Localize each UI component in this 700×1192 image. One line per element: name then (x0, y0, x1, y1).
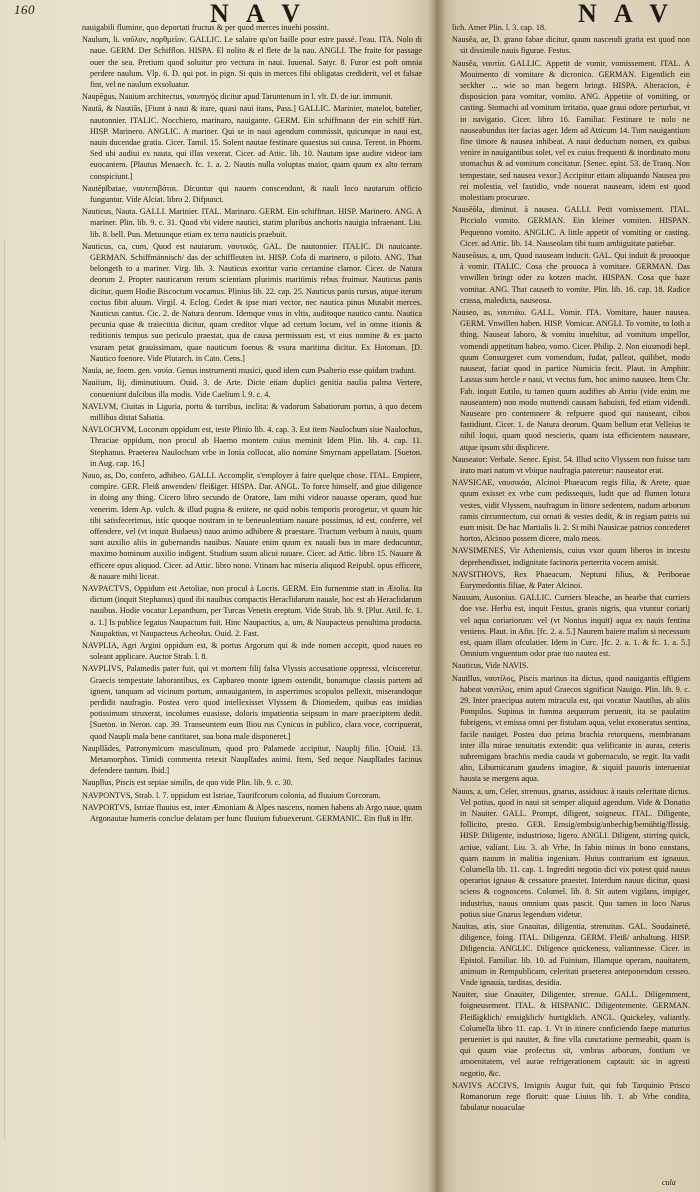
dictionary-entry: NAVPACTVS, Oppidum est Aetoliae, non procul à Locris. GERM. Ein furnemme statt in Ætolia. Ita dictum (inquit Stephanus) quod ibi nauibus compactis Heraclidarum nauale, hoc est ab Heraclidarum nauibus. Hodie vocatur Lepanthum, per Turcas Venetis ereptum. Vide Strab. lib. 9. [Plut. Attil. fc. 1. a. 1.] Is publice legatus Naupactum fuit. Hinc Naupactius, a, um, & Naupacteus penultima producta. Naupaktius, vt Naupacteus Acheolus. Ouid. 2. Fast. (82, 583, 422, 638)
right-text-column (452, 22, 690, 1182)
dictionary-entry: NAVSIMENES, Vir Atheniensis, cuius vxor quum liberos in incestu deprehendisset, indignitate facinoris perterrita vocem amisit. (452, 546, 690, 567)
dictionary-entry: NAVPONTVS, Strab. l. 7. oppidum est Istriae, Taurifcorum colonia, ad fluuium Corcoram. (82, 790, 381, 800)
dictionary-entry: Nauseator: Verbale. Senec. Epist. 54. Illud scito Vlyssem non fuisse tam irato mari natum vt vbique naufragia pateretur: nauseator erat. (452, 454, 690, 475)
dictionary-entry: Nautĭlus, ναυτίλος, Piscis marinus ita dictus, quod nauigantis effigiem habeat ναυτίλος, enim apud Graecos significat Nauigo. Plin. lib. 9. c. 29. Inter praecipua autem miracula est, qui vocatur Nautilus, ab aliis Pompilos. Supinus in fumma aequorum peruenit, ita se paulatim fubrigens, vt emissa omni per fistulam aqua, velut exoneratus sentina, facile nauiget. Postea duo prima brachia retorquens, membranam inter illa mirae tenuitatis extendit: qua velificante in auras, ceteris subremigans brachiis media cauda vt gubernaculo, se regit. Ita vadit alto, Liburnicarum gaudens imagine, & siquid pauoris interueniat hausta se mergens aqua. (452, 673, 690, 784)
dictionary-entry: Nautā, & Nautiās, [Fiunt à naui & itare, quasi naui itans, Pass.] GALLIC. Marinier, matelot, batelier, nautonnier. ITALIC. Nocchiero, marinaro, nauigante. GERM. Ein schiffmann der ein schiff fürt. HISP. Marinero. ANGLIC. A mariner. Qui se in naui agendum commissit, quicunque in naui est, nauis ducendae gratia. Cicer. Tamil. 15. Solent nautae festinare quaestus sui causa. Terent. in Phorm. Sed ubi audiui ex nauta, qui illas vexerat. Cicer. ad Attic. lib. 10. Nautam ipse audire videor iam euocantem. [Plautus Menaech. fc. 1. a. 2. Nautis nulla voluptas maior, quam quum ex alto terram conspiciunt.] (82, 104, 422, 181)
dictionary-entry: Nauticus, Vide NAVIS. (452, 661, 529, 671)
dictionary-entry: Nauseo, as, ναυτιάω. GALL. Vomir. ITA. Vomitare, hauer nausea. GERM. Vnwillen haben. HISP. Vomicar. ANGLI. To vomite, to loth a thing. Nauseat laboro, & vomitu inuehitur, ad vomitum impellor, vomendi appetitum habeo, vomo. Cicer. Philip. 2. Non eiusmodi hepl. quum Consurgeret cum vomendum, fudat, palleat, quilibet, modo nauseat, faciat quod in partice Numicia fecit. Plaut. in Amphitr. Lassus sum hercle e naui, vt vectus fum, hoc animo nauseo. Item Chr. Fab. inquit Eutilo, tu tamen quum audiftes ab Antio (vide enim me nauseantem) non modo muttendi causam habuisti, fed etiam videndi. Nauseare pro contemnere & refpuere quod qui nauseant, cibos fastidiunt. Cicer. 1. de Natura deorum. Quam bellum erat Velleius te nihil loqui, quam quod nescieris, quam ista efficientem nauseare, atque ipsum sibi displicere. (452, 308, 690, 452)
dictionary-entry: NAVPLIVS, Palamedis pater fuit, qui vt mortem filij falsa Vlyssis accusatione oppressi, vlcisceretur. Graecis tempestate laborantibus, ex Caphareo monte ignem ostendit, bonamque classis partem ad ignem, tanquam ad vicinum portum, annauigantem, in asperrimos scopulos pellexit, miserandoque perdidit naufragio. Postea vero quod intellexisset Vlyssem & Diomedem, quibus eas insidias potissimum struxerat, incolumes euasisse, doloris impatientia seipsum in mare praecipitem dedit. [Sueton. in Neron. cap. 39. Transeuntem eum Iliou rus Cynicus in publico, clara voce, corripuerat, quod Naupli mala bene cantitaret, sua bona male disponeret.] (82, 664, 422, 741)
running-head-right: N A V (578, 0, 674, 28)
dictionary-entry: NAVIVS ACCIVS, Insignis Augur fuit, qui fub Tarquinio Prisco Romanorum rege floruit: quae Liuius lib. 1. ab Vrbe condita, fabulatur nouaculae (452, 1080, 690, 1113)
dictionary-entry: NAVLVM, Ciuitas in Liguria, portu & turribus, inclita: & vadorum Sabatiorum portus, à quo decem millibus distat Sabatia. (82, 401, 422, 422)
dictionary-entry: Nautēpĭbatae, ναυτεπιβάται. Dicuntur qui nauem conscendunt, & nauli loco nautarum officio funguntur. Vide Alciat. libro 2. Difpunct. (82, 183, 422, 205)
dictionary-entry: Nauus, a, um, Celer, strenuus, gnarus, assiduus: à nauis celeritate dictus. Vel potius, quod in naui sit semper aliquid agendum. Vide & Donatio in Nauiter. GALL. Prompt, diligent, soigneux. ITAL. Diligente, follicito, presto. GER. Emsig/embsig/anbechig/bemühtig/flissig. HISP. Diligente, industrioso, ligero. ANGLI. Diligent, stirring quick, actiue, valiant. Liu. 3. ab Vrbe, In fabio minus in bono constans, quam nauum in malitia ingenium. Huius contrarium est ignauus. Columella lib. 11. cap. 1. Ingrediti negotio dici vix potest quid nauus operarius ignauo & cessatore praestet. Interdum nauus dicitur, quasi sciens & cognoscens. Columel. lib. 8. Sit autem vigilans, impiger, industrius, nauus omnium quas pascit. Quo tamen in loco Narus potius siue Gnarus legendum videtur. (452, 786, 690, 919)
dictionary-entry: Nauia, ae, foem. gen. ναυία. Genus instrumenti musici, quod idem cum Psalterio esse quidam tradunt. (82, 366, 416, 376)
dictionary-entry: Nauticus, ca, cum, Quod est nautarum. ναυτικός. GAL. De nautonnier. ITALIC. Di nauicante. GERMAN. Schiffmännisch/ das der schiffleuten ist. HISP. Cofa di marinero, o piloto. ANG. That belongeth to a mariner. Virg. lib. 3. Nauticus exoritur vario certamine clamor. Cicer. de Natura deorum 2. Propter nauticarum rerum scientiam plurimis maritimis rebus fruimur. Nauticus panis dicitur, quem Hodie Biscoctum vocamus. Plinius lib. 22. cap. 25. Nauticus panis rursus, atque iterum coctus fibit aluum. Virgil. 4. Eclog. Cedet & ipse mari vector, nec nautica pinus Mutabit merces. Nauticus cantus. Cic. 2. de Natura deorum. Idemque vnus in vltis, auditoque nautico cantu. Nautica pecunia quae & traiectitia dicitur, quam creditor vlque ad certum locum, vel in omne itionis & reditionis tempus suo periculo praestat, qua de causa permissum est, vt eius nomine & ex pacto vsuram petat grauissimam, quae nauticum foenus & vsura maritima dicitur. Ex Hotoman. [D. Nautico foenore. Vide Plutarch. in Cato. Cens.] (82, 241, 422, 363)
dictionary-entry: NAVPORTVS, Istriae fluuius est, inter Æmoniam & Alpes nascens, nomen habens ab Argo naue, quam Argonautae humeris conclue delatam per hunc fluuium fubuexerunt. GERMANIC. Ein fluß in Iftr. (82, 802, 422, 824)
dictionary-entry: Nauiter, siue Gnauiter, Diligenter, strenue. GALL. Diligemment, foigneusement. ITAL. & HISPANIC. Diligentemente. GERMAN. Fleißigklich/ emsigklich/ hurtigklich. ANGL. Quickeley, valiantly. Columella libro 11. cap. 1. Vt in itinere conficiendo faepe maturius perueniet is qui nauiter, & fine vlla cunctatione permeabit, quam is qui quum viae profectus sit, vmbras arborum, fontium ve amoenitatem, vel aurae refrigerationem captauit: sic in agresti negotio, &c. (452, 990, 690, 1078)
dictionary-entry: Nausum, Ausonius. GALLIC. Curriers bleache, an hearbe that curriers doe vse. Herba est, inquit Festus, granis nigris, qua vtuntur coriarij vel aqua coriariorum: vel (vt Nonius inquit) aqua ex nauis fentina veniens. Plaut. in Afin. [fc. 2. a. 5.] Naurem baiere malim si necessum est, quam illam ofculatier. Idem in Curc. [fc. 2. a. 1. & fc. 1. a. 5.] Omnium vnguentum odor prae tuo nautea est. (452, 593, 690, 659)
dictionary-entry: Nauplĭus, Piscis est sepiae similis, de quo vide Plin. lib. 9. c. 30. (82, 778, 293, 788)
dictionary-entry: Naulum, li. ναῦλον, πορθμεῖον. GALLIC. Le salaire qu'on baille pour estre passé. l'eau. ITA. Nolo di naue. GERM. Der Schifflon. HISPA. El nolito & el flete de la nau. ANGLI. The fraite for passage ouer the sea. Pretium quod soluitur pro vectura in naui. Iuuenal. Satyr. 8. Furor est poft omnia perdere naulum. Vlp. 6. D. qui pot. in pign. Si quis in merces fibi obligatas crediderit, vel et falsae fint, vel ne naulum exsoluatur. (82, 35, 422, 90)
dictionary-entry: Nausĕa, ναυτία. GALLIC. Appetit de vomir, vomissement. ITAL. A Mouimento di vomitare & dicronico. GERMAN. Eigentlich ein seckher ... wie so man begern bringt. HISPA. Alteracion, è disposicion para vomitar, vomito. ANG. Appetite of vomiting, or casting. Stomachi ad vomitum irritatio, quae graui odore perturbat, vt in navigatio. Cicer. libro 16. Familiar. Festinare te nolo ne nauseabundus iter facias ager. Idem ad Atticum 14. Tum nauigantium fine timore & nausea inhibeat. A naui deductum nomen, ex quibus venire in nauigantibus solet, vel ex cuius frequenti & inordinato motu stomachus & ad vomitum concitatur. [Senec. epist. 53. de Tranq. Non tempestate, sed nausea vexor.] Accipitur etiam aliquando Nausea pro rei molestia, vel fastidio, vnde nouerat nauseam, idem est quod molestiam procurare. (452, 58, 690, 203)
dictionary-entry: NAVLOCHVM, Locorum oppidum est, teste Plinio lib. 4. cap. 3. Est item Naulochum siue Naulochus, Thraciae oppidum, non procul ab Haemo montem cuius meminit Idem Plin. lib. 4. cap. 11. Stephanus. Praeterea Naulochum vrbe in Ionia collocat, alio nomine Smyrnam appellatam. [Sueton. in Aug. cap. 16.] (82, 425, 422, 468)
book-gutter (428, 0, 446, 1192)
catchword: cula (662, 1178, 676, 1187)
dictionary-entry: NAVPLIA, Agri Argini oppidum est, & portus Argorum qui & inde nomen accepit, quod naues eo soleant applicare. Auctor Strab. l. 8. (82, 640, 422, 662)
dictionary-entry: NAVSITHOVS, Rex Phaeacum, Neptuni filius, & Periboeae Eurymedontis filiae, & Pater Alcinoi. (452, 569, 690, 590)
dictionary-entry: Nauplĭădes, Patronymicum masculinum, quod pro Palamede accipitur, Nauplij filio. [Ouid. 13. Metamorphos. Timidi commenta retexit Nauplĭades animi. Item, Sed neque Nauplĭades facinus defendere tantum. Ibid.] (82, 743, 422, 776)
dictionary-entry: Nausĕŏla, diminut. à nausea. GALLI. Petit vomissement. ITAL. Picciolo vomito. GERMAN. Ein kleiner vomiten. HISPAN. Pequenno vomito. ANGLIC. A little appetit of vomiting or casting. Cicer. ad Attic. lib. 14. Nauseolam tibi tuam ambiguitate patiebar. (452, 205, 690, 248)
left-text-column (82, 22, 422, 1182)
dictionary-entry: lich. Amer Plin. l. 3. cap. 18. (452, 23, 547, 32)
page-number: 160 (14, 2, 35, 17)
dictionary-entry: Naupēgus, Nauium architectus, ναυπηγός dicitur apud Taruntenum in l. vlt. D. de iur. immunit. (82, 92, 393, 102)
running-head-left: N A V (210, 0, 306, 28)
dictionary-entry: Nauiium, lij, diminutiuum. Ouid. 3. de Arte. Dicte etiam duplici genitia naulia palma Vertere, conueniunt dulcibus illa modis. Vide Caelium l. 9. c. 4. (82, 378, 422, 399)
dictionary-entry: NAVSICAE, ναυσικάα, Alcinoi Phaeacum regis filia, & Arete, quae quum exisset ex vrbe cum pedissequis, ludit que ad flumen lotura vestes, vidit Vlyssem, naufragum in littore sedentem, nudum arborum ramis circumtectum, cui ornati & vestes dedit, & in regiam patris sui eum misit. De hac Martialis li. 2. Si mihi Nausicae patrios concederet hortos, Alcinoo possem dicere, malo meos. (452, 478, 690, 544)
left-margin-rule (4, 240, 25, 1140)
dictionary-entry: nauigabili flumine, quo deportati fructus & per quod merces inuehi possint. (82, 23, 329, 32)
dictionary-entry: Nauticus, Nauta. GALLI. Marinier. ITAL. Marinaro. GERM. Ein schiffman. HISP. Marinero. ANG. A mariner. Plin. lib. 9. c. 31. Quod vbi videre nautici, statim pluribus anchoris nauigia infraenant. Liu. lib. 8. bell. Pun. Metuunque etiam ex terra nauticis praebuit. (82, 207, 422, 239)
dictionary-entry: Nauitas, atis, siue Gnauitas, diligentia, strenuitas. GAL. Soudaineté, diligence, foing. ITAL. Diligenza. GERM. Fleiß/ anhaltung. HISP. Diligencia. ANGLIC. Diligence quickeness, valiantnesse. Cicer. in Epistol. Familiar. lib. 10. ad Fuinium, Illamque operam, nauitatem, animum in Rempublicam, celeritati praeterea anteponendum censeo. Vnde ignauia, tarditas, desidia. (452, 922, 690, 988)
dictionary-entry: Nausĕa, ae, D. grano fabae dicitur, quum nascendi gratia est quod non sit dissimile nauis figurae. Festus. (452, 35, 690, 56)
dictionary-entry: Nauo, as, Do, confero, adhibeo. GALLI. Accomplir, s'employer à faire quelque chose. ITAL. Empiere, compire. GER. Fleiß anwenden/ fleißiger. HISPA. Dar. ANGL. To force himself, and giue diligence in doing any thing. Cicero libro secundo de Oratore, Iam mihi videor nauasse operam, quod huc venerim. Idem Ap. vulch. & illud pugna & enitere, ne quid nobis temporis prorogetur, vt quum hic tibi satisfecerimus, istic quoque nostram in te beneuolentiam nauare possimus, id est, conferre, vel offendere, vel (vt inquit Budaeus) nauo animo adhibere & praestare. Tractum verbum à nauis, quum sunt auxilio aliis in gubernandis nauibus. Nauare enim quum ex nauali bus in mare deducuntur, maximo hominum auxilio indigent. Studium suum alicui nauare. Cicer. ad Attic. libro 15. Nauare & efficere opus aliquod. Cicer. ad Attic. libro nono. Vtinam hac miseria aliquod Reipubl. opus efficere, & nauare mihi liceat. (82, 470, 422, 581)
dictionary-entry: Nauseōsus, a, um, Quod nauseam inducit. GAL. Qui induit & prouoque à vomir. ITALIC. Cosa che prouoca à vomitare. GERMAN. Das vnwillen bringt oder zu kotzen macht. HISPAN. Cosa que haze vomitar. ANG. That causeth to vomite. Plin. lib. 16. cap. 18. Radice crassa, maledicta, nauseosa. (452, 251, 690, 305)
